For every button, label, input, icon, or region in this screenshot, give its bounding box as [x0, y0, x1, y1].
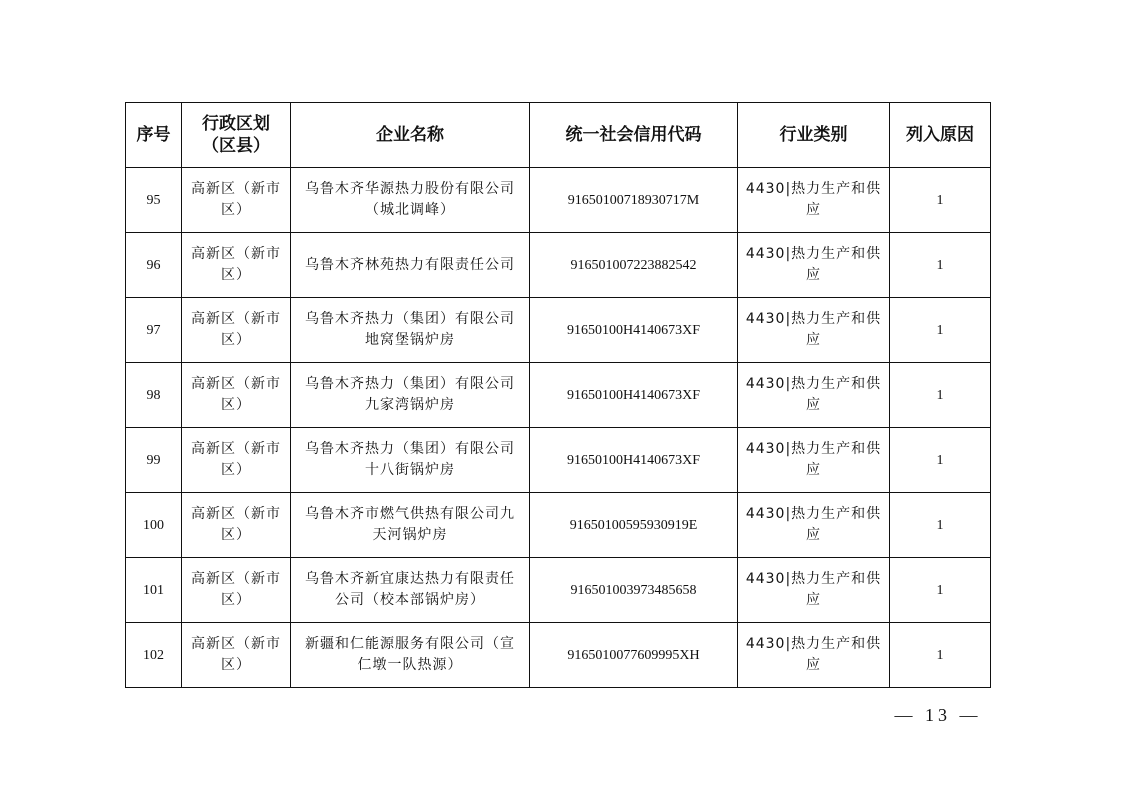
cell-district-text: 高新区（新市区）	[191, 571, 281, 608]
cell-district-text: 高新区（新市区）	[191, 636, 281, 673]
cell-credit-code-text: 9165010077609995XH	[567, 647, 700, 663]
table-header-row	[126, 103, 991, 168]
cell-seq-text: 97	[146, 322, 161, 338]
cell-company-text: 乌鲁木齐热力（集团）有限公司地窝堡锅炉房	[305, 311, 515, 348]
cell-company	[291, 168, 530, 233]
header-industry: 行业类别	[738, 103, 890, 168]
cell-company-text: 新疆和仁能源服务有限公司（宣仁墩一队热源）	[305, 636, 515, 673]
cell-industry-text: 4430|热力生产和供应	[745, 441, 882, 478]
cell-seq-text: 95	[146, 192, 161, 208]
cell-credit-code	[530, 363, 738, 428]
cell-seq	[126, 623, 182, 688]
cell-industry-text: 4430|热力生产和供应	[745, 246, 882, 283]
cell-district	[182, 428, 291, 493]
cell-company-text: 乌鲁木齐新宜康达热力有限责任公司（校本部锅炉房）	[305, 571, 515, 608]
cell-credit-code	[530, 298, 738, 363]
cell-industry	[738, 623, 890, 688]
cell-credit-code-text: 916501003973485658	[570, 582, 697, 598]
header-district	[182, 103, 291, 168]
cell-district	[182, 558, 291, 623]
page-number: — 13 —	[894, 705, 982, 725]
cell-reason	[890, 363, 991, 428]
cell-district	[182, 168, 291, 233]
cell-reason	[890, 428, 991, 493]
cell-reason	[890, 233, 991, 298]
cell-seq	[126, 558, 182, 623]
cell-credit-code	[530, 233, 738, 298]
cell-seq	[126, 233, 182, 298]
cell-company	[291, 428, 530, 493]
cell-company	[291, 233, 530, 298]
header-credit-code: 统一社会信用代码	[530, 103, 738, 168]
cell-district-text: 高新区（新市区）	[191, 246, 281, 283]
cell-seq	[126, 298, 182, 363]
cell-reason-text: 1	[936, 452, 944, 468]
cell-company	[291, 493, 530, 558]
table-row	[126, 233, 991, 298]
cell-company	[291, 623, 530, 688]
cell-reason-text: 1	[936, 322, 944, 338]
cell-reason-text: 1	[936, 387, 944, 403]
cell-credit-code	[530, 623, 738, 688]
cell-district-text: 高新区（新市区）	[191, 181, 281, 218]
table-row	[126, 428, 991, 493]
enterprise-list-table	[125, 102, 991, 688]
cell-industry-text: 4430|热力生产和供应	[745, 376, 882, 413]
cell-industry-text: 4430|热力生产和供应	[745, 181, 882, 218]
cell-industry	[738, 298, 890, 363]
cell-industry	[738, 233, 890, 298]
table-row	[126, 493, 991, 558]
cell-district	[182, 623, 291, 688]
table-row	[126, 623, 991, 688]
header-district-label: 行政区划（区县）	[202, 114, 270, 156]
header-company: 企业名称	[291, 103, 530, 168]
cell-credit-code-text: 91650100595930919E	[569, 517, 698, 533]
table-row	[126, 168, 991, 233]
cell-credit-code-text: 91650100H4140673XF	[566, 387, 700, 403]
table-row	[126, 363, 991, 428]
cell-district-text: 高新区（新市区）	[191, 506, 281, 543]
cell-seq-text: 102	[143, 647, 164, 663]
cell-district	[182, 363, 291, 428]
cell-reason-text: 1	[936, 192, 944, 208]
header-seq: 序号	[126, 103, 182, 168]
cell-credit-code-text: 916501007223882542	[570, 257, 697, 273]
cell-credit-code	[530, 558, 738, 623]
table-row	[126, 298, 991, 363]
cell-credit-code	[530, 428, 738, 493]
cell-seq-text: 99	[146, 452, 161, 468]
cell-industry-text: 4430|热力生产和供应	[745, 571, 882, 608]
cell-industry	[738, 558, 890, 623]
cell-industry-text: 4430|热力生产和供应	[745, 311, 882, 348]
cell-seq-text: 100	[143, 517, 164, 533]
cell-seq-text: 101	[143, 582, 164, 598]
cell-company-text: 乌鲁木齐华源热力股份有限公司（城北调峰）	[305, 181, 515, 218]
cell-district	[182, 233, 291, 298]
header-reason: 列入原因	[890, 103, 991, 168]
cell-credit-code	[530, 168, 738, 233]
cell-seq	[126, 428, 182, 493]
cell-seq	[126, 363, 182, 428]
cell-credit-code	[530, 493, 738, 558]
cell-industry	[738, 363, 890, 428]
cell-district-text: 高新区（新市区）	[191, 441, 281, 478]
cell-company	[291, 363, 530, 428]
cell-industry	[738, 428, 890, 493]
cell-industry-text: 4430|热力生产和供应	[745, 636, 882, 673]
cell-industry	[738, 168, 890, 233]
cell-industry	[738, 493, 890, 558]
cell-seq	[126, 493, 182, 558]
cell-district	[182, 298, 291, 363]
cell-reason-text: 1	[936, 257, 944, 273]
cell-reason-text: 1	[936, 582, 944, 598]
cell-reason	[890, 558, 991, 623]
table-row	[126, 558, 991, 623]
cell-company	[291, 298, 530, 363]
cell-seq	[126, 168, 182, 233]
cell-reason	[890, 298, 991, 363]
cell-reason	[890, 493, 991, 558]
cell-reason-text: 1	[936, 647, 944, 663]
cell-credit-code-text: 91650100H4140673XF	[566, 452, 700, 468]
cell-seq-text: 98	[146, 387, 161, 403]
cell-reason	[890, 623, 991, 688]
cell-reason	[890, 168, 991, 233]
cell-company	[291, 558, 530, 623]
cell-company-text: 乌鲁木齐市燃气供热有限公司九天河锅炉房	[305, 506, 515, 543]
cell-company-text: 乌鲁木齐热力（集团）有限公司十八街锅炉房	[305, 441, 515, 478]
cell-seq-text: 96	[146, 257, 161, 273]
cell-industry-text: 4430|热力生产和供应	[745, 506, 882, 543]
table-body	[126, 168, 991, 688]
cell-district-text: 高新区（新市区）	[191, 376, 281, 413]
cell-credit-code-text: 91650100H4140673XF	[566, 322, 700, 338]
cell-company-text: 乌鲁木齐林苑热力有限责任公司	[305, 256, 515, 273]
cell-company-text: 乌鲁木齐热力（集团）有限公司九家湾锅炉房	[305, 376, 515, 413]
cell-district	[182, 493, 291, 558]
cell-reason-text: 1	[936, 517, 944, 533]
cell-district-text: 高新区（新市区）	[191, 311, 281, 348]
cell-credit-code-text: 91650100718930717M	[567, 192, 700, 208]
